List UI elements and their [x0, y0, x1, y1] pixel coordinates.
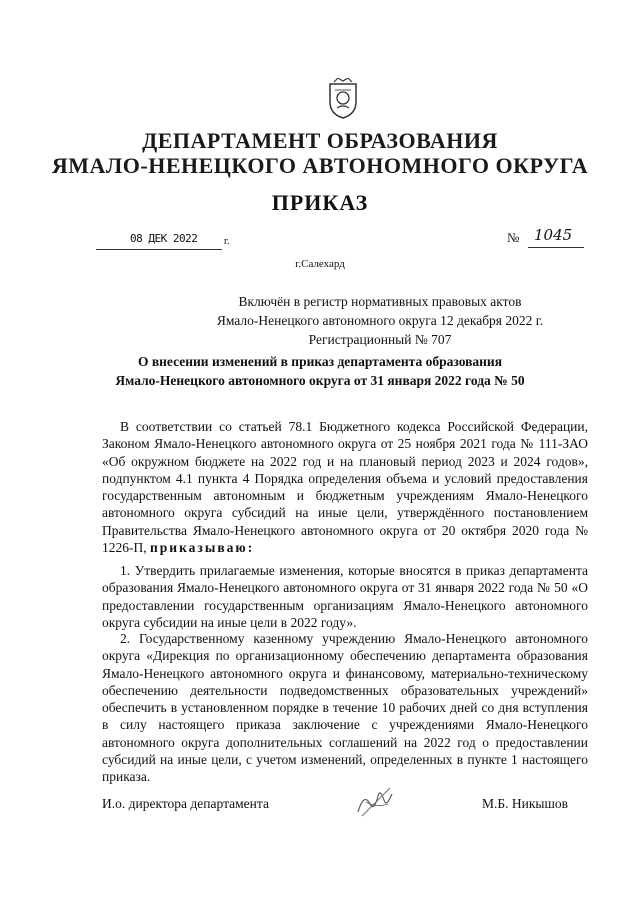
handwritten-signature-icon: [352, 782, 400, 822]
department-name-line1: ДЕПАРТАМЕНТ ОБРАЗОВАНИЯ: [142, 128, 498, 153]
department-name-line2: ЯМАЛО-НЕНЕЦКОГО АВТОНОМНОГО ОКРУГА: [51, 153, 589, 178]
number-label: №: [507, 230, 520, 245]
item-1-paragraph: 1. Утвердить прилагаемые изменения, которые вносятся в приказ департамента образования Ямало-Ненецкого автономного округа от 31 января 2022 года № 50 «О предоставлении государственным организациям Ямало-Ненецкого автономного округа субсидии на иные цели в 2022 году».: [102, 563, 588, 630]
order-word: приказываю:: [150, 540, 255, 556]
preamble-text: В соответствии со статьей 78.1 Бюджетного кодекса Российской Федерации, Законом Ямало-Ненецкого автономного округа от 25 ноября 2021 года № 111-ЗАО «Об окружном бюджете на 2022 год и на плановый период 2023 и 2024 годов», подпунктом 4.1 пункта 4 Порядка определения объема и условий предоставления государственным автономным и бюджетным учреждениям Ямало-Ненецкого автономного округа субсидий на иные цели, утверждённого постановлением Правительства Ямало-Ненецкого автономного округа от 20 октября 2020 года № 1226-П,: [102, 419, 588, 556]
city: г.Салехард: [295, 258, 345, 270]
preamble-paragraph: [102, 418, 588, 556]
registration-line3: Регистрационный № 707: [308, 332, 452, 347]
document-number: 1045: [534, 226, 573, 244]
registration-line2: Ямало-Ненецкого автономного округа 12 декабря 2022 г.: [216, 313, 544, 328]
registration-note: [190, 292, 570, 349]
item-2-paragraph: 2. Государственному казенному учреждению Ямало-Ненецкого автономного округа «Дирекция по организационному обеспечению департамента образования Ямало-Ненецкого автономного округа и финансовому, материально-техническому обеспечению деятельности подведомственных образовательных учреждений» обеспечить в установленном порядке в течение 10 рабочих дней со дня вступления в силу настоящего приказа заключение с учреждениями Ямало-Ненецкого автономного округа дополнительных соглашений на 2022 год о предоставлении субсидий на иные цели, с учетом изменений, определенных в пункте 1 настоящего приказа.: [102, 631, 588, 785]
coat-of-arms-icon: [326, 78, 360, 120]
registration-line1: Включён в регистр нормативных правовых актов: [238, 294, 522, 309]
document-date: 08 ДЕК 2022: [130, 232, 198, 245]
document-type: ПРИКАЗ: [271, 190, 369, 215]
title-line1: О внесении изменений в приказ департамента образования: [137, 354, 503, 369]
signatory-position: И.о. директора департамента: [102, 796, 269, 811]
signatory-name: М.Б. Никышов: [482, 796, 569, 811]
document-title: [100, 352, 540, 390]
title-line2: Ямало-Ненецкого автономного округа от 31 января 2022 года № 50: [115, 373, 525, 388]
date-suffix: г.: [224, 236, 230, 247]
